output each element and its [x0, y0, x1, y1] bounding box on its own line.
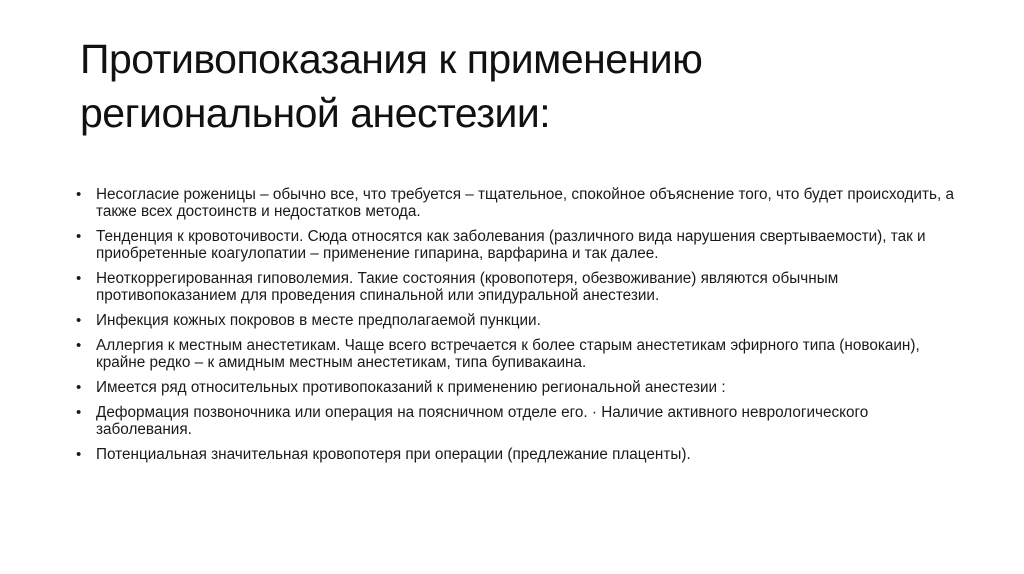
list-item: [76, 228, 956, 262]
list-item: [76, 337, 956, 371]
slide-title: Противопоказания к применению региональной анестезии:: [80, 36, 703, 136]
list-item-text: Инфекция кожных покровов в месте предполагаемой пункции.: [96, 312, 541, 329]
bullet-list: [76, 186, 956, 471]
list-item-text: Неоткоррегированная гиповолемия. Такие состояния (кровопотеря, обезвоживание) являются обычным противопоказанием для проведения спинальной или эпидуральной анестезии.: [96, 270, 839, 304]
list-item-text: Имеется ряд относительных противопоказаний к применению региональной анестезии :: [96, 379, 726, 396]
list-item: [76, 312, 956, 329]
list-item-text: Несогласие роженицы – обычно все, что требуется – тщательное, спокойное объяснение того, что будет происходить, а также всех достоинств и недостатков метода.: [96, 186, 954, 220]
bullet-icon: •: [76, 270, 82, 287]
list-item: [76, 186, 956, 220]
list-item: [76, 404, 956, 438]
bullet-icon: •: [76, 404, 82, 421]
bullet-icon: •: [76, 337, 82, 354]
bullet-icon: •: [76, 228, 82, 245]
bullet-icon: •: [76, 446, 82, 463]
list-item: [76, 270, 956, 304]
list-item: [76, 446, 956, 463]
bullet-icon: •: [76, 379, 82, 396]
list-item: [76, 379, 956, 396]
bullet-icon: •: [76, 186, 82, 203]
list-item-text: Тенденция к кровоточивости. Сюда относятся как заболевания (различного вида нарушения свертываемости), так и приобретенные коагулопатии – применение гипарина, варфарина и так далее.: [96, 228, 926, 262]
list-item-text: Аллергия к местным анестетикам. Чаще всего встречается к более старым анестетикам эфирного типа (новокаин), крайне редко – к амидным местным анестетикам, типа бупивакаина.: [96, 337, 920, 371]
bullet-icon: •: [76, 312, 82, 329]
list-item-text: Потенциальная значительная кровопотеря при операции (предлежание плаценты).: [96, 446, 691, 463]
list-item-text: Деформация позвоночника или операция на поясничном отделе его. · Наличие активного неврологического заболевания.: [96, 404, 869, 438]
